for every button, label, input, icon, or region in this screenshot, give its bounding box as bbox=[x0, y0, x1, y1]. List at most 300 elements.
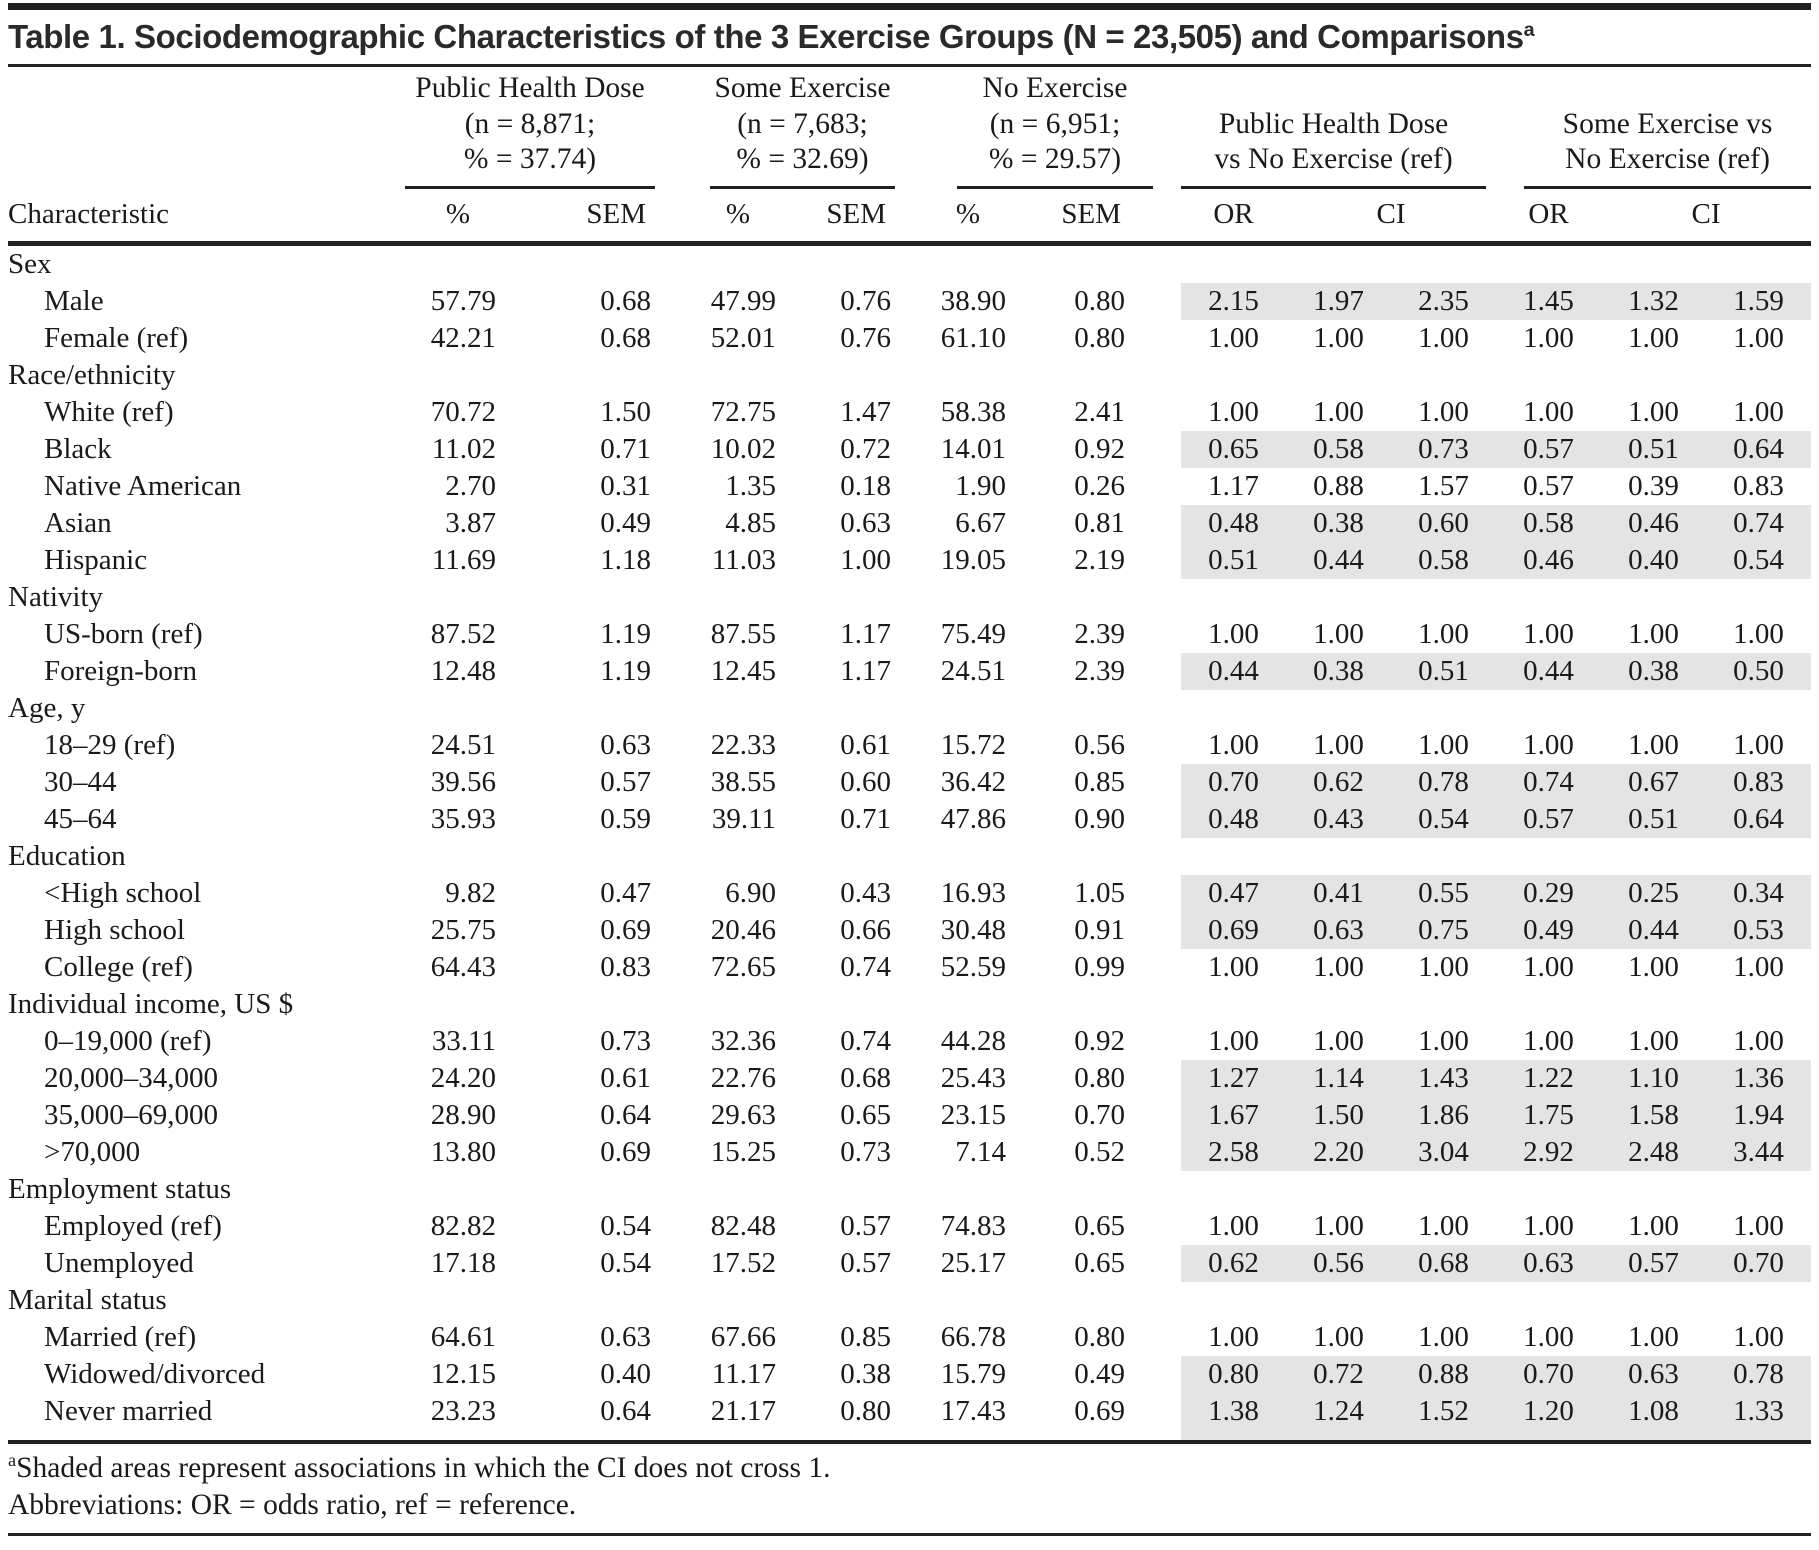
row-label: Foreign-born bbox=[44, 654, 198, 687]
value-cell: 0.85 bbox=[1074, 765, 1126, 798]
group-line: Public Health Dose bbox=[1218, 107, 1449, 140]
or-ci-cell: 1.24 bbox=[1286, 1393, 1391, 1440]
value-cell: 0.69 bbox=[600, 1135, 651, 1168]
value-cell: 10.02 bbox=[710, 432, 776, 465]
or-ci-cell: 0.25 bbox=[1601, 875, 1706, 912]
value-cell: 12.48 bbox=[430, 654, 496, 687]
value-cell: 35.93 bbox=[430, 802, 496, 835]
value-cell: 0.69 bbox=[600, 913, 651, 946]
row-label: Black bbox=[44, 432, 112, 465]
row-label: 35,000–69,000 bbox=[44, 1098, 218, 1131]
or-ci-cell: 1.00 bbox=[1523, 395, 1574, 428]
or-ci-cell: 1.00 bbox=[1313, 1209, 1364, 1242]
or-ci-cell: 0.49 bbox=[1496, 912, 1601, 949]
or-ci-cell: 0.57 bbox=[1496, 431, 1601, 468]
or-ci-cell: 3.44 bbox=[1706, 1134, 1811, 1171]
value-cell: 0.31 bbox=[600, 469, 651, 502]
value-cell: 17.43 bbox=[940, 1394, 1006, 1427]
value-cell: 0.92 bbox=[1074, 432, 1126, 465]
or-ci-cell: 1.32 bbox=[1601, 283, 1706, 320]
value-cell: 22.76 bbox=[710, 1061, 776, 1094]
value-cell: 58.38 bbox=[940, 395, 1006, 428]
table-title-superscript: a bbox=[1523, 19, 1535, 41]
row-label: Widowed/divorced bbox=[44, 1357, 266, 1390]
value-cell: 0.68 bbox=[600, 321, 651, 354]
value-cell: 47.99 bbox=[710, 284, 776, 317]
or-ci-cell: 0.57 bbox=[1601, 1245, 1706, 1282]
or-ci-cell: 0.63 bbox=[1601, 1356, 1706, 1393]
or-ci-cell: 1.00 bbox=[1733, 395, 1784, 428]
or-ci-cell: 1.00 bbox=[1628, 1320, 1679, 1353]
row-label: Married (ref) bbox=[44, 1320, 197, 1353]
or-ci-cell: 0.56 bbox=[1286, 1245, 1391, 1282]
value-cell: 32.36 bbox=[710, 1024, 776, 1057]
or-ci-cell: 0.34 bbox=[1706, 875, 1811, 912]
or-ci-cell: 0.75 bbox=[1391, 912, 1496, 949]
or-ci-cell: 1.00 bbox=[1523, 950, 1574, 983]
group-line: Public Health Dose bbox=[415, 72, 645, 104]
value-cell: 0.81 bbox=[1074, 506, 1126, 539]
value-cell: 29.63 bbox=[710, 1098, 776, 1131]
value-cell: 11.17 bbox=[711, 1357, 776, 1390]
value-cell: 0.54 bbox=[600, 1209, 651, 1242]
data-row bbox=[8, 1134, 1811, 1171]
value-cell: 19.05 bbox=[940, 543, 1006, 576]
or-ci-cell: 0.73 bbox=[1391, 431, 1496, 468]
or-ci-cell: 0.72 bbox=[1286, 1356, 1391, 1393]
or-header: OR bbox=[1496, 189, 1601, 244]
or-ci-cell: 0.88 bbox=[1391, 1356, 1496, 1393]
value-cell: 1.19 bbox=[600, 617, 651, 650]
value-cell: 28.90 bbox=[430, 1098, 496, 1131]
or-ci-cell: 1.00 bbox=[1418, 1320, 1469, 1353]
value-cell: 0.56 bbox=[1074, 728, 1126, 761]
value-cell: 13.80 bbox=[430, 1135, 496, 1168]
or-ci-cell: 0.60 bbox=[1391, 505, 1496, 542]
value-cell: 0.69 bbox=[1074, 1394, 1126, 1427]
value-cell: 1.18 bbox=[600, 543, 651, 576]
ci-header: CI bbox=[1601, 189, 1811, 244]
or-ci-cell: 0.44 bbox=[1496, 653, 1601, 690]
or-ci-cell: 1.58 bbox=[1601, 1097, 1706, 1134]
value-cell: 61.10 bbox=[940, 321, 1006, 354]
column-group-header-row bbox=[8, 67, 1811, 189]
or-ci-cell: 1.57 bbox=[1418, 469, 1469, 502]
value-cell: 17.52 bbox=[710, 1246, 776, 1279]
data-row bbox=[8, 727, 1811, 764]
value-cell: 0.66 bbox=[840, 913, 891, 946]
row-label: <High school bbox=[44, 876, 202, 909]
value-cell: 24.51 bbox=[430, 728, 496, 761]
or-ci-cell: 1.00 bbox=[1418, 1024, 1469, 1057]
data-row bbox=[8, 542, 1811, 579]
ci-header: CI bbox=[1286, 189, 1496, 244]
value-cell: 0.90 bbox=[1074, 802, 1126, 835]
section-row bbox=[8, 357, 1811, 394]
value-cell: 11.03 bbox=[711, 543, 776, 576]
or-ci-cell: 1.00 bbox=[1523, 1024, 1574, 1057]
value-cell: 16.93 bbox=[940, 876, 1006, 909]
row-label: 20,000–34,000 bbox=[44, 1061, 218, 1094]
value-cell: 7.14 bbox=[955, 1135, 1006, 1168]
row-label: Female (ref) bbox=[44, 321, 189, 354]
or-ci-cell: 0.44 bbox=[1601, 912, 1706, 949]
or-ci-cell: 1.00 bbox=[1523, 728, 1574, 761]
value-cell: 0.71 bbox=[840, 802, 891, 835]
or-ci-cell: 1.00 bbox=[1208, 950, 1259, 983]
group-header-phd-vs-no-exercise bbox=[1181, 67, 1496, 189]
row-label: Hispanic bbox=[44, 543, 148, 576]
value-cell: 0.80 bbox=[1074, 284, 1126, 317]
or-ci-cell: 1.33 bbox=[1706, 1393, 1811, 1440]
data-row bbox=[8, 801, 1811, 838]
or-ci-cell: 1.00 bbox=[1628, 395, 1679, 428]
or-ci-cell: 0.54 bbox=[1391, 801, 1496, 838]
empty-corner-cell bbox=[8, 67, 350, 189]
or-ci-cell: 0.83 bbox=[1706, 764, 1811, 801]
value-cell: 39.56 bbox=[430, 765, 496, 798]
row-label: Unemployed bbox=[44, 1246, 194, 1279]
group-header-some-exercise bbox=[655, 67, 895, 189]
section-row bbox=[8, 690, 1811, 727]
or-ci-cell: 1.00 bbox=[1418, 950, 1469, 983]
or-ci-cell: 0.62 bbox=[1181, 1245, 1286, 1282]
pct-header: % bbox=[895, 189, 1010, 244]
value-cell: 0.61 bbox=[600, 1061, 651, 1094]
or-ci-cell: 1.20 bbox=[1496, 1393, 1601, 1440]
or-ci-cell: 1.00 bbox=[1313, 728, 1364, 761]
section-label: Nativity bbox=[8, 580, 104, 613]
value-cell: 21.17 bbox=[710, 1394, 776, 1427]
value-cell: 30.48 bbox=[940, 913, 1006, 946]
group-line: No Exercise (ref) bbox=[1565, 143, 1770, 175]
data-row bbox=[8, 320, 1811, 357]
or-ci-cell: 1.00 bbox=[1418, 617, 1469, 650]
or-ci-cell: 0.47 bbox=[1181, 875, 1286, 912]
value-cell: 12.45 bbox=[710, 654, 776, 687]
or-ci-cell: 0.69 bbox=[1181, 912, 1286, 949]
or-ci-cell: 0.74 bbox=[1706, 505, 1811, 542]
value-cell: 52.01 bbox=[710, 321, 776, 354]
data-row bbox=[8, 505, 1811, 542]
row-label: Employed (ref) bbox=[44, 1209, 222, 1242]
section-label: Sex bbox=[8, 247, 52, 280]
or-ci-cell: 1.00 bbox=[1733, 728, 1784, 761]
value-cell: 0.99 bbox=[1074, 950, 1126, 983]
or-ci-cell: 0.58 bbox=[1286, 431, 1391, 468]
value-cell: 0.72 bbox=[840, 432, 891, 465]
or-ci-cell: 1.75 bbox=[1496, 1097, 1601, 1134]
value-cell: 33.11 bbox=[431, 1024, 496, 1057]
or-ci-cell: 1.00 bbox=[1733, 617, 1784, 650]
value-cell: 57.79 bbox=[430, 284, 496, 317]
value-cell: 0.76 bbox=[840, 321, 891, 354]
table-title bbox=[8, 10, 1811, 67]
or-ci-cell: 1.00 bbox=[1628, 950, 1679, 983]
or-ci-cell: 1.00 bbox=[1418, 321, 1469, 354]
or-ci-cell: 0.68 bbox=[1391, 1245, 1496, 1282]
value-cell: 0.65 bbox=[840, 1098, 891, 1131]
or-ci-cell: 0.64 bbox=[1706, 431, 1811, 468]
row-label: White (ref) bbox=[44, 395, 174, 428]
or-ci-cell: 0.29 bbox=[1496, 875, 1601, 912]
value-cell: 0.64 bbox=[600, 1098, 651, 1131]
value-cell: 0.83 bbox=[600, 950, 651, 983]
value-cell: 2.19 bbox=[1074, 543, 1126, 576]
data-row bbox=[8, 1097, 1811, 1134]
group-line: (n = 7,683; bbox=[737, 107, 868, 140]
value-cell: 0.57 bbox=[600, 765, 651, 798]
data-row bbox=[8, 912, 1811, 949]
or-ci-cell: 0.51 bbox=[1391, 653, 1496, 690]
value-cell: 64.43 bbox=[430, 950, 496, 983]
row-label: Male bbox=[44, 284, 104, 317]
value-cell: 17.18 bbox=[430, 1246, 496, 1279]
value-cell: 1.90 bbox=[955, 469, 1006, 502]
value-cell: 22.33 bbox=[710, 728, 776, 761]
or-ci-cell: 1.45 bbox=[1496, 283, 1601, 320]
or-ci-cell: 0.53 bbox=[1706, 912, 1811, 949]
section-label: Employment status bbox=[8, 1172, 232, 1205]
or-ci-cell: 1.00 bbox=[1208, 617, 1259, 650]
value-cell: 0.92 bbox=[1074, 1024, 1126, 1057]
group-line: (n = 8,871; bbox=[464, 107, 596, 140]
value-cell: 0.38 bbox=[840, 1357, 891, 1390]
value-cell: 0.73 bbox=[840, 1135, 891, 1168]
value-cell: 25.43 bbox=[940, 1061, 1006, 1094]
or-ci-cell: 0.88 bbox=[1313, 469, 1364, 502]
group-line: Some Exercise bbox=[714, 72, 891, 104]
section-row bbox=[8, 1282, 1811, 1319]
value-cell: 15.79 bbox=[940, 1357, 1006, 1390]
or-ci-cell: 0.46 bbox=[1601, 505, 1706, 542]
value-cell: 70.72 bbox=[430, 395, 496, 428]
or-ci-cell: 0.40 bbox=[1601, 542, 1706, 579]
or-ci-cell: 0.38 bbox=[1286, 653, 1391, 690]
or-header: OR bbox=[1181, 189, 1286, 244]
value-cell: 0.57 bbox=[840, 1246, 891, 1279]
or-ci-cell: 1.00 bbox=[1313, 1024, 1364, 1057]
or-ci-cell: 1.00 bbox=[1418, 728, 1469, 761]
or-ci-cell: 1.00 bbox=[1733, 1024, 1784, 1057]
or-ci-cell: 1.00 bbox=[1733, 1320, 1784, 1353]
value-cell: 1.17 bbox=[840, 617, 891, 650]
or-ci-cell: 1.50 bbox=[1286, 1097, 1391, 1134]
value-cell: 0.80 bbox=[840, 1394, 891, 1427]
row-label: 30–44 bbox=[44, 765, 117, 798]
or-ci-cell: 0.51 bbox=[1601, 801, 1706, 838]
or-ci-cell: 1.59 bbox=[1706, 283, 1811, 320]
value-cell: 1.50 bbox=[600, 395, 651, 428]
or-ci-cell: 0.65 bbox=[1181, 431, 1286, 468]
or-ci-cell: 1.00 bbox=[1523, 1209, 1574, 1242]
or-ci-cell: 0.39 bbox=[1628, 469, 1679, 502]
value-cell: 25.17 bbox=[940, 1246, 1006, 1279]
value-cell: 0.85 bbox=[840, 1320, 891, 1353]
or-ci-cell: 0.51 bbox=[1181, 542, 1286, 579]
data-row bbox=[8, 394, 1811, 431]
value-cell: 0.47 bbox=[600, 876, 651, 909]
data-row bbox=[8, 468, 1811, 505]
value-cell: 38.55 bbox=[710, 765, 776, 798]
data-row bbox=[8, 283, 1811, 320]
or-ci-cell: 0.38 bbox=[1286, 505, 1391, 542]
value-cell: 1.47 bbox=[840, 395, 891, 428]
sub-header-row bbox=[8, 189, 1811, 244]
value-cell: 0.65 bbox=[1074, 1246, 1126, 1279]
data-row bbox=[8, 1319, 1811, 1356]
sem-header: SEM bbox=[780, 189, 895, 244]
or-ci-cell: 1.00 bbox=[1313, 617, 1364, 650]
or-ci-cell: 0.54 bbox=[1706, 542, 1811, 579]
group-line: % = 37.74) bbox=[463, 143, 597, 175]
or-ci-cell: 1.00 bbox=[1523, 617, 1574, 650]
value-cell: 0.61 bbox=[840, 728, 891, 761]
value-cell: 1.19 bbox=[600, 654, 651, 687]
or-ci-cell: 2.20 bbox=[1286, 1134, 1391, 1171]
value-cell: 0.63 bbox=[600, 1320, 651, 1353]
sociodemographic-table bbox=[8, 67, 1811, 1440]
or-ci-cell: 0.57 bbox=[1523, 469, 1574, 502]
or-ci-cell: 1.38 bbox=[1181, 1393, 1286, 1440]
row-label: 45–64 bbox=[44, 802, 117, 835]
value-cell: 47.86 bbox=[940, 802, 1006, 835]
or-ci-cell: 1.00 bbox=[1313, 321, 1364, 354]
or-ci-cell: 0.43 bbox=[1286, 801, 1391, 838]
value-cell: 0.91 bbox=[1074, 913, 1126, 946]
or-ci-cell: 1.97 bbox=[1286, 283, 1391, 320]
section-label: Individual income, US $ bbox=[8, 987, 294, 1020]
row-label: 0–19,000 (ref) bbox=[44, 1024, 212, 1057]
value-cell: 6.67 bbox=[955, 506, 1006, 539]
or-ci-cell: 0.44 bbox=[1181, 653, 1286, 690]
or-ci-cell: 1.00 bbox=[1628, 321, 1679, 354]
group-line: No Exercise bbox=[982, 72, 1128, 104]
or-ci-cell: 1.14 bbox=[1286, 1060, 1391, 1097]
or-ci-cell: 0.38 bbox=[1601, 653, 1706, 690]
value-cell: 0.73 bbox=[600, 1024, 651, 1057]
value-cell: 52.59 bbox=[940, 950, 1006, 983]
or-ci-cell: 1.00 bbox=[1208, 1209, 1259, 1242]
value-cell: 0.40 bbox=[600, 1357, 651, 1390]
value-cell: 72.75 bbox=[710, 395, 776, 428]
or-ci-cell: 2.15 bbox=[1181, 283, 1286, 320]
or-ci-cell: 1.00 bbox=[1523, 321, 1574, 354]
section-row bbox=[8, 986, 1811, 1023]
value-cell: 36.42 bbox=[940, 765, 1006, 798]
or-ci-cell: 1.00 bbox=[1208, 395, 1259, 428]
row-label: College (ref) bbox=[44, 950, 193, 983]
data-row bbox=[8, 949, 1811, 986]
value-cell: 1.35 bbox=[725, 469, 776, 502]
or-ci-cell: 1.00 bbox=[1313, 395, 1364, 428]
or-ci-cell: 1.00 bbox=[1418, 395, 1469, 428]
value-cell: 2.70 bbox=[445, 469, 496, 502]
section-label: Marital status bbox=[8, 1283, 167, 1316]
value-cell: 0.49 bbox=[600, 506, 651, 539]
value-cell: 2.39 bbox=[1074, 654, 1126, 687]
value-cell: 72.65 bbox=[710, 950, 776, 983]
or-ci-cell: 1.67 bbox=[1181, 1097, 1286, 1134]
value-cell: 44.28 bbox=[940, 1024, 1006, 1057]
or-ci-cell: 1.00 bbox=[1208, 1320, 1259, 1353]
row-label: Native American bbox=[44, 469, 242, 502]
or-ci-cell: 3.04 bbox=[1391, 1134, 1496, 1171]
footnotes bbox=[8, 1440, 1811, 1533]
group-line: (n = 6,951; bbox=[989, 107, 1121, 140]
value-cell: 67.66 bbox=[710, 1320, 776, 1353]
value-cell: 12.15 bbox=[430, 1357, 496, 1390]
data-row bbox=[8, 875, 1811, 912]
value-cell: 11.02 bbox=[431, 432, 496, 465]
footnote-abbreviations: Abbreviations: OR = odds ratio, ref = reference. bbox=[8, 1489, 577, 1521]
or-ci-cell: 0.70 bbox=[1706, 1245, 1811, 1282]
value-cell: 1.05 bbox=[1074, 876, 1126, 909]
value-cell: 0.26 bbox=[1074, 469, 1126, 502]
footnote-text: Shaded areas represent associations in which the CI does not cross 1. bbox=[16, 1451, 831, 1484]
value-cell: 14.01 bbox=[940, 432, 1006, 465]
value-cell: 25.75 bbox=[430, 913, 496, 946]
or-ci-cell: 1.52 bbox=[1391, 1393, 1496, 1440]
or-ci-cell: 0.78 bbox=[1706, 1356, 1811, 1393]
or-ci-cell: 0.50 bbox=[1706, 653, 1811, 690]
value-cell: 0.71 bbox=[600, 432, 651, 465]
or-ci-cell: 1.94 bbox=[1706, 1097, 1811, 1134]
value-cell: 0.64 bbox=[600, 1394, 651, 1427]
value-cell: 2.41 bbox=[1074, 395, 1126, 428]
value-cell: 0.18 bbox=[840, 469, 891, 502]
or-ci-cell: 1.00 bbox=[1733, 321, 1784, 354]
or-ci-cell: 1.00 bbox=[1208, 728, 1259, 761]
group-line: % = 29.57) bbox=[988, 143, 1122, 175]
section-label: Age, y bbox=[8, 691, 86, 724]
or-ci-cell: 0.70 bbox=[1496, 1356, 1601, 1393]
or-ci-cell: 0.48 bbox=[1181, 505, 1286, 542]
data-row bbox=[8, 616, 1811, 653]
or-ci-cell: 0.64 bbox=[1706, 801, 1811, 838]
value-cell: 0.57 bbox=[840, 1209, 891, 1242]
value-cell: 42.21 bbox=[430, 321, 496, 354]
value-cell: 0.68 bbox=[600, 284, 651, 317]
footnote-shading bbox=[8, 1450, 1811, 1488]
or-ci-cell: 0.55 bbox=[1391, 875, 1496, 912]
value-cell: 0.74 bbox=[840, 1024, 891, 1057]
or-ci-cell: 0.83 bbox=[1733, 469, 1784, 502]
or-ci-cell: 2.48 bbox=[1601, 1134, 1706, 1171]
value-cell: 15.25 bbox=[710, 1135, 776, 1168]
section-label: Race/ethnicity bbox=[8, 358, 176, 391]
pct-header: % bbox=[655, 189, 780, 244]
or-ci-cell: 0.63 bbox=[1286, 912, 1391, 949]
sem-header: SEM bbox=[500, 189, 655, 244]
section-label: Education bbox=[8, 839, 126, 872]
value-cell: 0.74 bbox=[840, 950, 891, 983]
group-header-public-health-dose bbox=[350, 67, 655, 189]
or-ci-cell: 0.80 bbox=[1181, 1356, 1286, 1393]
data-row bbox=[8, 1208, 1811, 1245]
section-row bbox=[8, 243, 1811, 283]
sem-header: SEM bbox=[1010, 189, 1181, 244]
data-row bbox=[8, 653, 1811, 690]
value-cell: 3.87 bbox=[445, 506, 496, 539]
section-row bbox=[8, 579, 1811, 616]
or-ci-cell: 0.67 bbox=[1601, 764, 1706, 801]
or-ci-cell: 2.35 bbox=[1391, 283, 1496, 320]
data-row bbox=[8, 1245, 1811, 1282]
section-row bbox=[8, 1171, 1811, 1208]
or-ci-cell: 1.43 bbox=[1391, 1060, 1496, 1097]
or-ci-cell: 1.00 bbox=[1313, 1320, 1364, 1353]
